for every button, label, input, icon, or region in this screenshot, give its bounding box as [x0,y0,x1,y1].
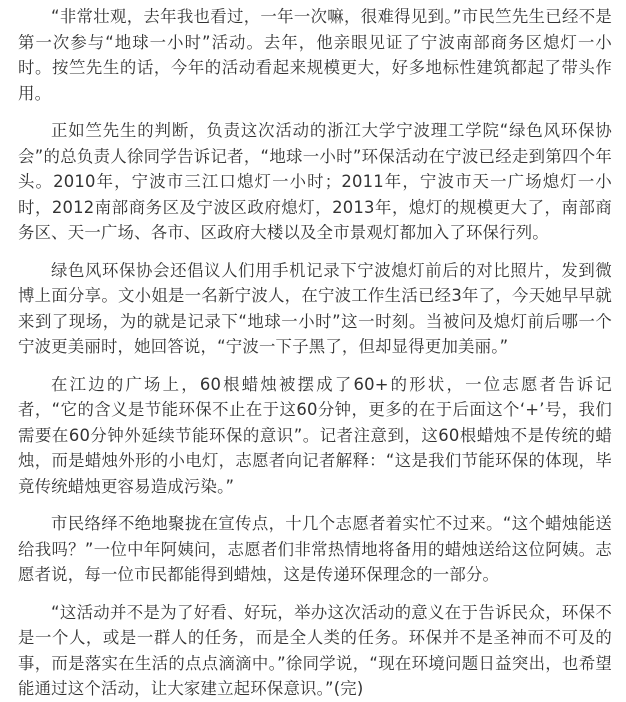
paragraph-3: 绿色风环保协会还倡议人们用手机记录下宁波熄灯前后的对比照片，发到微博上面分享。文小姐是一名新宁波人，在宁波工作生活已经3年了，今天她早早就来到了现场，为的就是记录下“地球一小时”这一时刻。当被问及熄灯前后哪一个宁波更美丽时，她回答说，“宁波一下子黑了，但却显得更加美丽。” [18,260,612,356]
paragraph-5: 市民络绎不绝地聚拢在宣传点，十几个志愿者着实忙不过来。“这个蜡烛能送给我吗？”一位中年阿姨问，志愿者们非常热情地将备用的蜡烛送给这位阿姨。志愿者说，每一位市民都能得到蜡烛，这是传递环保理念的一部分。 [18,514,612,584]
paragraph-2: 正如竺先生的判断，负责这次活动的浙江大学宁波理工学院“绿色风环保协会”的总负责人徐同学告诉记者，“地球一小时”环保活动在宁波已经走到第四个年头。2010年，宁波市三江口熄灯一小时；2011年，宁波市天一广场熄灯一小时，2012南部商务区及宁波区政府熄灯，2013年，熄灯的规模更大了，南部商务区、天一广场、各市、区政府大楼以及全市景观灯都加入了环保行列。 [18,121,612,242]
paragraph-4: 在江边的广场上，60根蜡烛被摆成了60+的形状，一位志愿者告诉记者，“它的含义是节能环保不止在于这60分钟，更多的在于后面这个‘+’号，我们需要在60分钟外延续节能环保的意识”。记者注意到，这60根蜡烛不是传统的蜡烛，而是蜡烛外形的小电灯，志愿者向记者解释：“这是我们节能环保的体现，毕竟传统蜡烛更容易造成污染。” [18,374,612,496]
paragraph-6: “这活动并不是为了好看、好玩，举办这次活动的意义在于告诉民众，环保不是一个人，或是一群人的任务，而是全人类的任务。环保并不是圣神而不可及的事，而是落实在生活的点点滴滴中。”徐同学说，“现在环境问题日益突出，也希望能通过这个活动，让大家建立起环保意识。”(完) [18,602,612,698]
paragraph-1: “非常壮观，去年我也看过，一年一次嘛，很难得见到。”市民竺先生已经不是第一次参与“地球一小时”活动。去年，他亲眼见证了宁波南部商务区熄灯一小时。按竺先生的话，今年的活动看起来规模更大，好多地标性建筑都起了带头作用。 [18,7,612,103]
